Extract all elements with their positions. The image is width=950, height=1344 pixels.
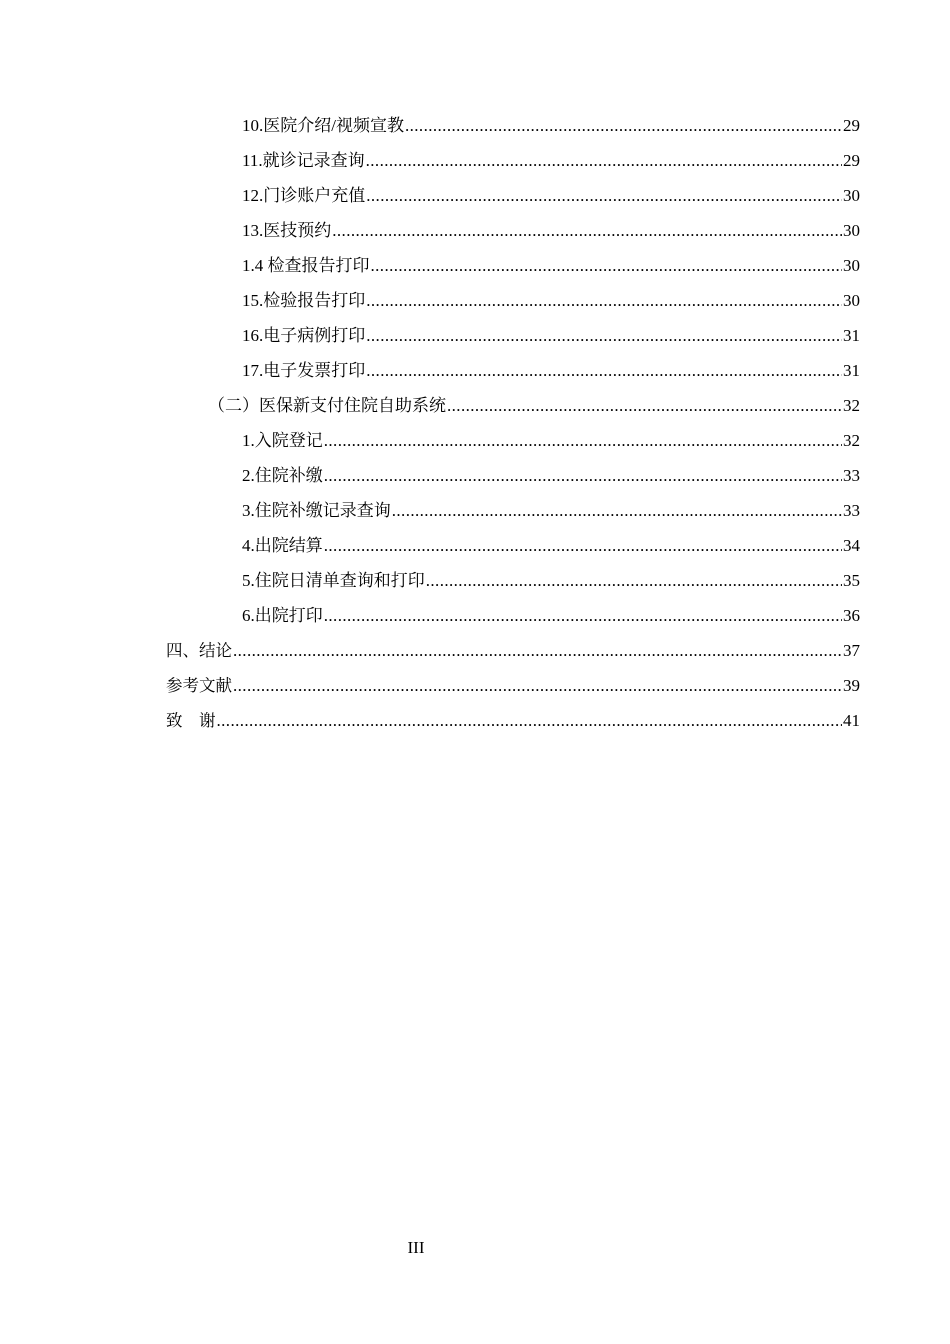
toc-entry-title: 15.检验报告打印 (242, 291, 366, 310)
toc-entry[interactable] (166, 563, 860, 598)
toc-dot-leader (324, 528, 842, 563)
toc-dot-leader (233, 633, 842, 668)
toc-entry-title: 4.出院结算 (242, 536, 323, 555)
toc-entry-title: 1.入院登记 (242, 431, 323, 450)
toc-entry-title: 10.医院介绍/视频宣教 (242, 116, 404, 135)
toc-entry-page: 39 (843, 676, 860, 695)
toc-entry[interactable] (166, 178, 860, 213)
toc-dot-leader (233, 668, 842, 703)
toc-entry-page: 35 (843, 571, 860, 590)
toc-entry-page: 32 (843, 396, 860, 415)
toc-dot-leader (366, 353, 842, 388)
toc-entry[interactable] (166, 528, 860, 563)
toc-entry[interactable] (166, 353, 860, 388)
toc-entry[interactable] (166, 423, 860, 458)
toc-entry[interactable] (166, 283, 860, 318)
toc-dot-leader (392, 493, 842, 528)
toc-entry-page: 31 (843, 326, 860, 345)
toc-dot-leader (371, 248, 843, 283)
toc-entry-page: 30 (843, 291, 860, 310)
toc-entry-page: 30 (843, 186, 860, 205)
toc-dot-leader (366, 318, 842, 353)
toc-entry-title: 11.就诊记录查询 (242, 151, 365, 170)
toc-entry-title: 致 谢 (166, 711, 216, 730)
toc-entry-title: 13.医技预约 (242, 221, 332, 240)
toc-entry-title: 6.出院打印 (242, 606, 323, 625)
toc-dot-leader (324, 423, 842, 458)
toc-entry-page: 33 (843, 501, 860, 520)
toc-dot-leader (324, 458, 842, 493)
toc-entry-title: 5.住院日清单查询和打印 (242, 571, 425, 590)
toc-dot-leader (217, 703, 843, 738)
toc-entry[interactable] (166, 703, 860, 738)
toc-entry-page: 34 (843, 536, 860, 555)
toc-entry-title: 2.住院补缴 (242, 466, 323, 485)
toc-entry-page: 36 (843, 606, 860, 625)
toc-entry-title: 1.4 检查报告打印 (242, 256, 370, 275)
toc-entry-page: 29 (843, 116, 860, 135)
toc-entry-page: 30 (843, 221, 860, 240)
toc-entry-page: 32 (843, 431, 860, 450)
toc-dot-leader (366, 178, 842, 213)
toc-entry-title: 12.门诊账户充值 (242, 186, 366, 205)
toc-entry-page: 30 (843, 256, 860, 275)
toc-entry[interactable] (166, 458, 860, 493)
toc-entry[interactable] (166, 143, 860, 178)
toc-entry[interactable] (166, 668, 860, 703)
toc-entry-page: 33 (843, 466, 860, 485)
toc-entry-page: 41 (843, 711, 860, 730)
toc-dot-leader (366, 143, 842, 178)
toc-entry[interactable] (166, 633, 860, 668)
toc-entry-title: （二）医保新支付住院自助系统 (208, 396, 446, 415)
table-of-contents (166, 108, 860, 738)
toc-dot-leader (447, 388, 842, 423)
toc-entry[interactable] (166, 318, 860, 353)
page-number: III (407, 1238, 425, 1257)
toc-entry[interactable] (166, 213, 860, 248)
toc-entry-page: 37 (843, 641, 860, 660)
toc-dot-leader (324, 598, 842, 633)
toc-entry[interactable] (166, 493, 860, 528)
toc-entry-title: 参考文献 (166, 676, 232, 695)
toc-entry-title: 3.住院补缴记录查询 (242, 501, 391, 520)
toc-entry[interactable] (166, 108, 860, 143)
toc-dot-leader (405, 108, 842, 143)
toc-entry[interactable] (166, 248, 860, 283)
toc-entry-title: 16.电子病例打印 (242, 326, 366, 345)
toc-dot-leader (332, 213, 842, 248)
toc-dot-leader (426, 563, 842, 598)
toc-dot-leader (366, 283, 842, 318)
toc-entry-page: 29 (843, 151, 860, 170)
toc-entry[interactable] (166, 598, 860, 633)
toc-entry-page: 31 (843, 361, 860, 380)
toc-entry-title: 17.电子发票打印 (242, 361, 366, 380)
toc-entry-title: 四、结论 (166, 641, 232, 660)
toc-entry[interactable] (166, 388, 860, 423)
